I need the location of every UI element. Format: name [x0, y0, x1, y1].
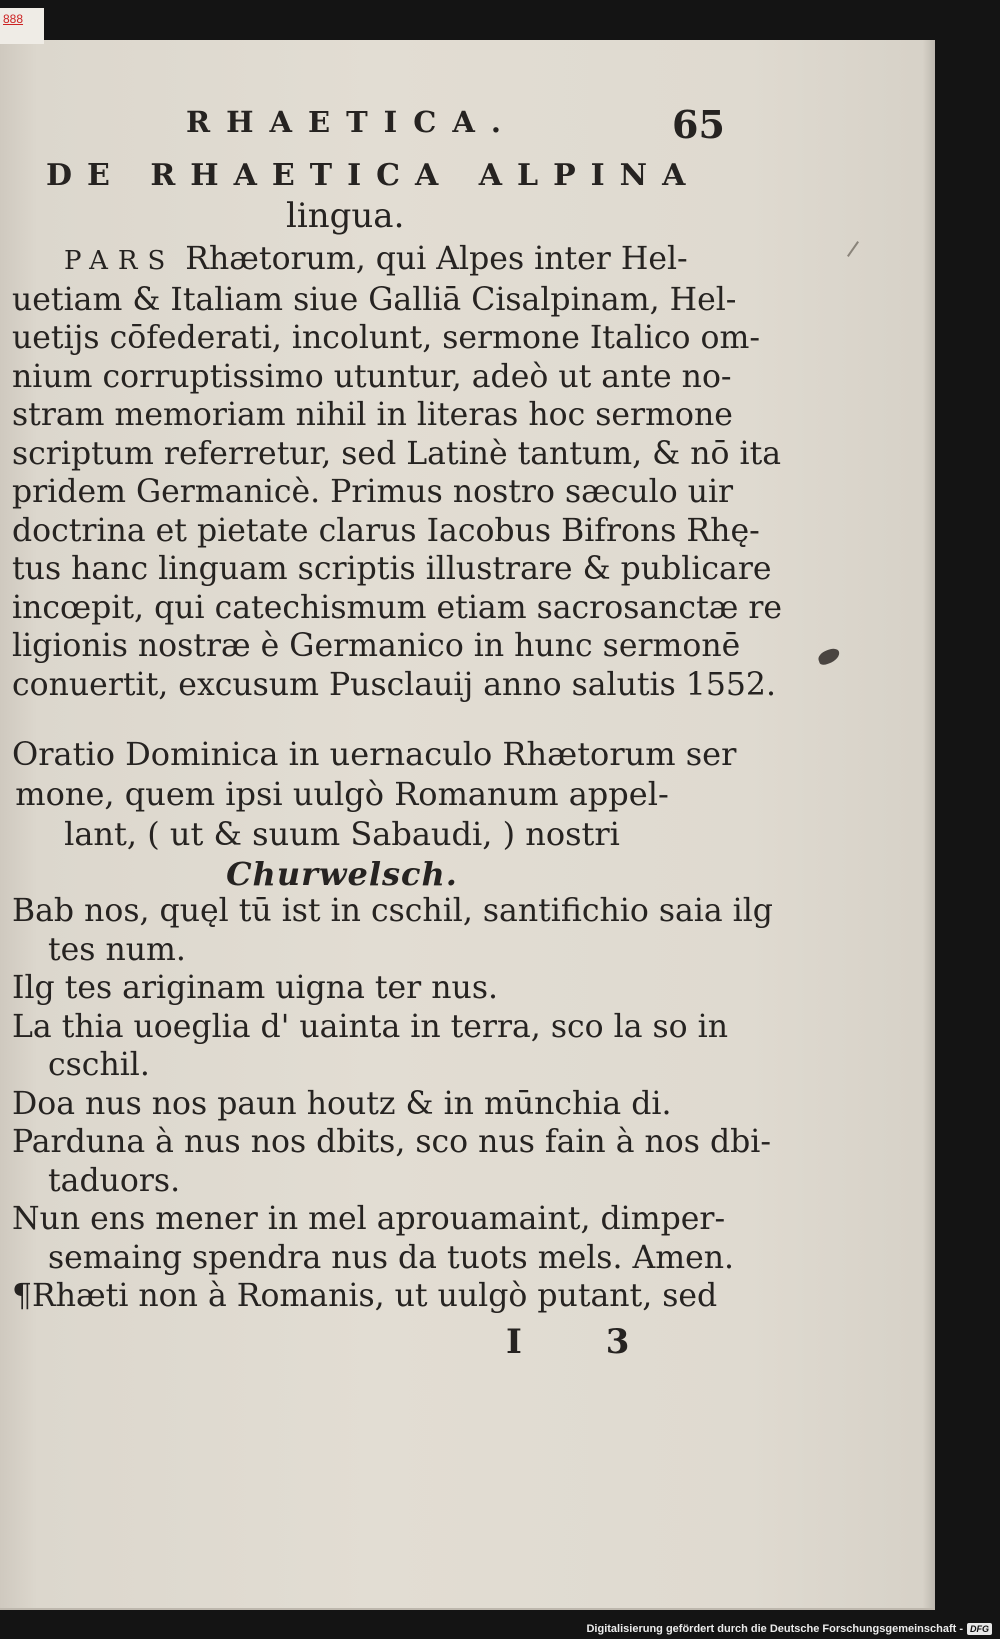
- prayer-line: Ilg tes ariginam uigna ter nus.: [12, 970, 499, 1006]
- digitization-credit: [586, 1623, 992, 1635]
- page-number: 65: [672, 102, 725, 147]
- body-line: ligionis nostræ è Germanico in hunc sermonē: [12, 628, 741, 664]
- caption-line: lant, ( ut & suum Sabaudi, ) nostri: [64, 815, 620, 853]
- prayer-line: ¶Rhæti non à Romanis, ut uulgò putant, sed: [12, 1278, 718, 1314]
- prayer-caption: [12, 734, 737, 894]
- body-line: nium corruptissimo utuntur, adeò ut ante no-: [12, 358, 732, 395]
- body-line: [12, 240, 688, 281]
- running-head: RHAETICA.: [186, 105, 517, 139]
- prayer-line: tes num.: [48, 931, 186, 968]
- prayer-line: Parduna à nus nos dbits, sco nus fain à nos dbi-: [12, 1124, 771, 1160]
- body-line: scriptum referretur, sed Latinè tantum, & nō ita: [12, 435, 782, 472]
- prayer-line: semaing spendra nus da tuots mels. Amen.: [48, 1239, 735, 1276]
- prayer-line: Doa nus nos paun houtz & in mūnchia di.: [12, 1085, 672, 1122]
- body-line: conuertit, excusum Pusclauij anno salutis 1552.: [12, 666, 776, 703]
- body-line: incœpit, qui catechismum etiam sacrosanctæ re: [12, 589, 783, 626]
- prayer-line: cschil.: [48, 1047, 150, 1083]
- prayer-line: La thia uoeglia d' uainta in terra, sco la so in: [12, 1008, 728, 1045]
- chapter-subtitle: lingua.: [286, 196, 405, 236]
- lead-word: PARS: [64, 246, 176, 276]
- body-paragraph: [12, 240, 783, 704]
- body-line: uetijs cōfederati, incolunt, sermone Italico om-: [12, 320, 760, 356]
- lords-prayer-text: [12, 892, 773, 1316]
- body-line: stram memoriam nihil in literas hoc sermone: [12, 397, 733, 433]
- body-line: uetiam & Italiam siue Galliā Cisalpinam, Hel-: [12, 281, 737, 318]
- body-line: pridem Germanicè. Primus nostro sæculo uir: [12, 474, 734, 510]
- prayer-line: taduors.: [48, 1162, 181, 1199]
- chapter-title: DE RHAETICA ALPINA: [46, 158, 701, 193]
- library-tag: 888: [0, 8, 44, 44]
- footer-credit: Digitalisierung gefördert durch die Deutsche Forschungsgemeinschaft -: [586, 1623, 963, 1635]
- prayer-line: Bab nos, quęl tū ist in cschil, santifichio saia ilg: [12, 893, 773, 929]
- caption-line: mone, quem ipsi uulgò Romanum appel-: [15, 775, 669, 813]
- caption-line: Oratio Dominica in uernaculo Rhætorum ser: [12, 735, 737, 773]
- prayer-line: Nun ens mener in mel aprouamaint, dimper-: [12, 1201, 726, 1237]
- dfg-logo: DFG: [967, 1623, 992, 1635]
- blackletter-word: Churwelsch.: [226, 855, 458, 893]
- body-line: tus hanc linguam scriptis illustrare & publicare: [12, 551, 772, 587]
- signature-mark: I 3: [506, 1322, 666, 1362]
- body-line-text: Rhætorum, qui Alpes inter Hel-: [175, 241, 688, 277]
- body-line: doctrina et pietate clarus Iacobus Bifrons Rhę-: [12, 512, 760, 549]
